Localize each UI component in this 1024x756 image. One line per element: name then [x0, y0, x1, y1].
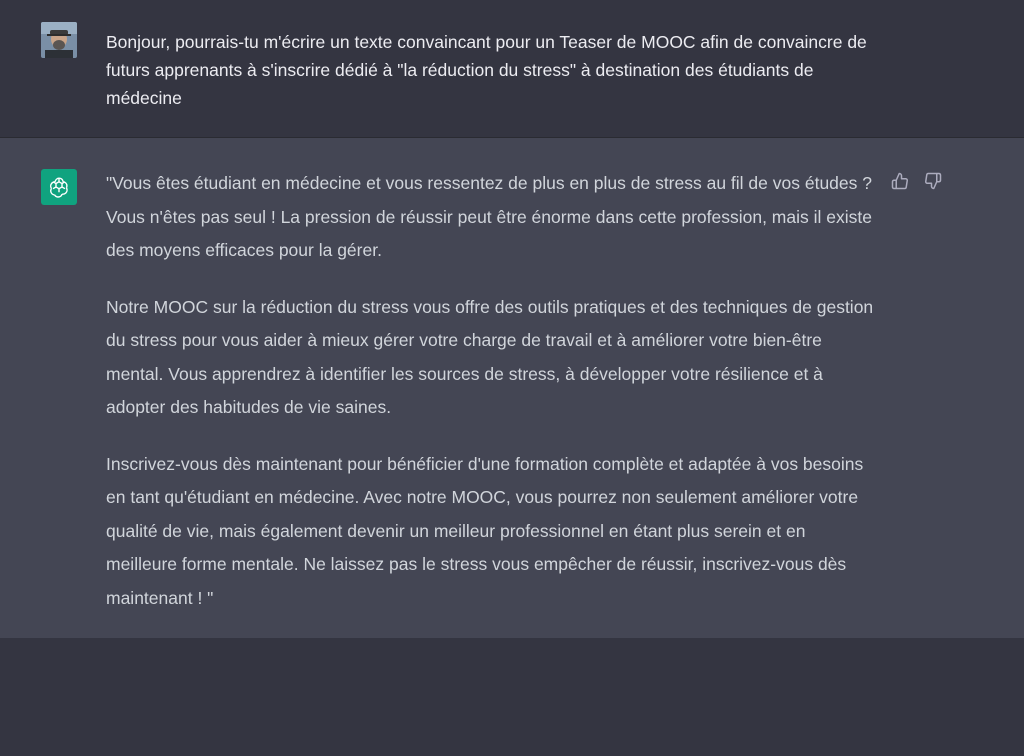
- openai-logo-icon: [41, 169, 77, 205]
- assistant-paragraph-1: "Vous êtes étudiant en médecine et vous ressentez de plus en plus de stress au fil de vos études ? Vous n'êtes pas seul ! La pression de réussir peut être énorme dans cette profession, mais il existe des moyens efficaces pour la gérer.: [106, 173, 872, 260]
- assistant-message-row: [0, 138, 1024, 638]
- thumbs-up-icon: [891, 172, 909, 190]
- assistant-message-text: [106, 167, 876, 638]
- assistant-paragraph-2: Notre MOOC sur la réduction du stress vous offre des outils pratiques et des techniques de gestion du stress pour vous aider à mieux gérer votre charge de travail et à améliorer votre bien-être mental. Vous apprendrez à identifier les sources de stress, à développer votre résilience et à adopter des habitudes de vie saines.: [106, 296, 874, 417]
- assistant-paragraph-3: Inscrivez-vous dès maintenant pour bénéficier d'une formation complète et adaptée à vos besoins en tant qu'étudiant en médecine. Avec notre MOOC, vous pourrez non seulement améliorer votre qualité de vie, mais également devenir un meilleur professionnel en étant plus serein et en meilleure forme mentale. Ne laissez pas le stress vous empêcher de réussir, inscrivez-vous dès maintenant ! ": [106, 453, 864, 608]
- thumbs-up-button[interactable]: [890, 171, 910, 191]
- user-message-text: Bonjour, pourrais-tu m'écrire un texte convaincant pour un Teaser de MOOC afin de convaincre de futurs apprenants à s'inscrire dédié à "la réduction du stress" à destination des étudiants de médecine: [106, 32, 867, 108]
- thumbs-down-icon: [924, 172, 942, 190]
- empty-bottom-area: [0, 638, 1024, 756]
- thumbs-down-button[interactable]: [923, 171, 943, 191]
- user-message-row: [0, 0, 1024, 138]
- user-avatar: [41, 22, 77, 58]
